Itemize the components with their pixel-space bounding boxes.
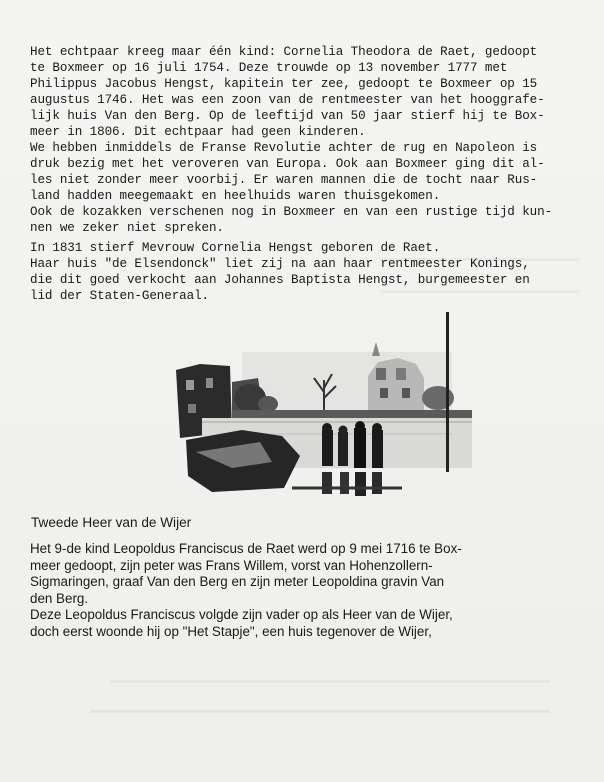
text-line: les niet zonder meer voorbij. Er waren mannen die de tocht naar Rus- [30, 173, 538, 187]
text-line: die dit goed verkocht aan Johannes Baptista Hengst, burgemeester en [30, 273, 530, 287]
text-line: land hadden meegemaakt en heelhuids waren thuisgekomen. [30, 189, 441, 203]
text-line: doch eerst woonde hij op "Het Stapje", een huis tegenover de Wijer, [30, 623, 432, 639]
text-line: lid der Staten-Generaal. [30, 289, 209, 303]
text-line: meer in 1806. Dit echtpaar had geen kinderen. [30, 125, 366, 139]
show-through-line [90, 710, 550, 713]
text-line: lijk huis Van den Berg. Op de leeftijd van 50 jaar stierf hij te Box- [30, 109, 545, 123]
text-line: Het echtpaar kreeg maar één kind: Cornelia Theodora de Raet, gedoopt [30, 45, 538, 59]
text-line: nen we zeker niet spreken. [30, 221, 224, 235]
show-through-line [110, 680, 550, 683]
text-line: Het 9-de kind Leopoldus Franciscus de Raet werd op 9 mei 1716 te Box- [30, 541, 462, 556]
castle-photograph [172, 312, 472, 498]
text-line: Haar huis "de Elsendonck" liet zij na aan haar rentmeester Konings, [30, 257, 530, 271]
text-line: te Boxmeer op 16 juli 1754. Deze trouwde op 13 november 1777 met [30, 61, 508, 75]
text-line: augustus 1746. Het was een zoon van de rentmeester van het hooggrafe- [30, 93, 545, 107]
text-line: Ook de kozakken verschenen nog in Boxmeer en van een rustige tijd kun- [30, 205, 553, 219]
section-heading: Tweede Heer van de Wijer [31, 515, 192, 530]
text-line: In 1831 stierf Mevrouw Cornelia Hengst geboren de Raet. [30, 241, 441, 255]
text-line: Philippus Jacobus Hengst, kapitein ter zee, gedoopt te Boxmeer op 15 [30, 77, 538, 91]
text-line: druk bezig met het veroveren van Europa. Ook aan Boxmeer ging dit al- [30, 157, 545, 171]
text-line: We hebben inmiddels de Franse Revolutie achter de rug en Napoleon is [30, 141, 538, 155]
text-line: Sigmaringen, graaf Van den Berg en zijn meter Leopoldina gravin Van [30, 574, 445, 590]
text-line: den Berg. [30, 590, 89, 606]
paragraph-elsendonck [30, 240, 530, 304]
text-line: Deze Leopoldus Franciscus volgde zijn vader op als Heer van de Wijer, [30, 607, 453, 623]
paragraph-napoleon [30, 44, 552, 236]
text-line: meer gedoopt, zijn peter was Frans Willem, vorst van Hohenzollern- [30, 557, 433, 573]
paragraph-leopoldus [30, 541, 462, 641]
